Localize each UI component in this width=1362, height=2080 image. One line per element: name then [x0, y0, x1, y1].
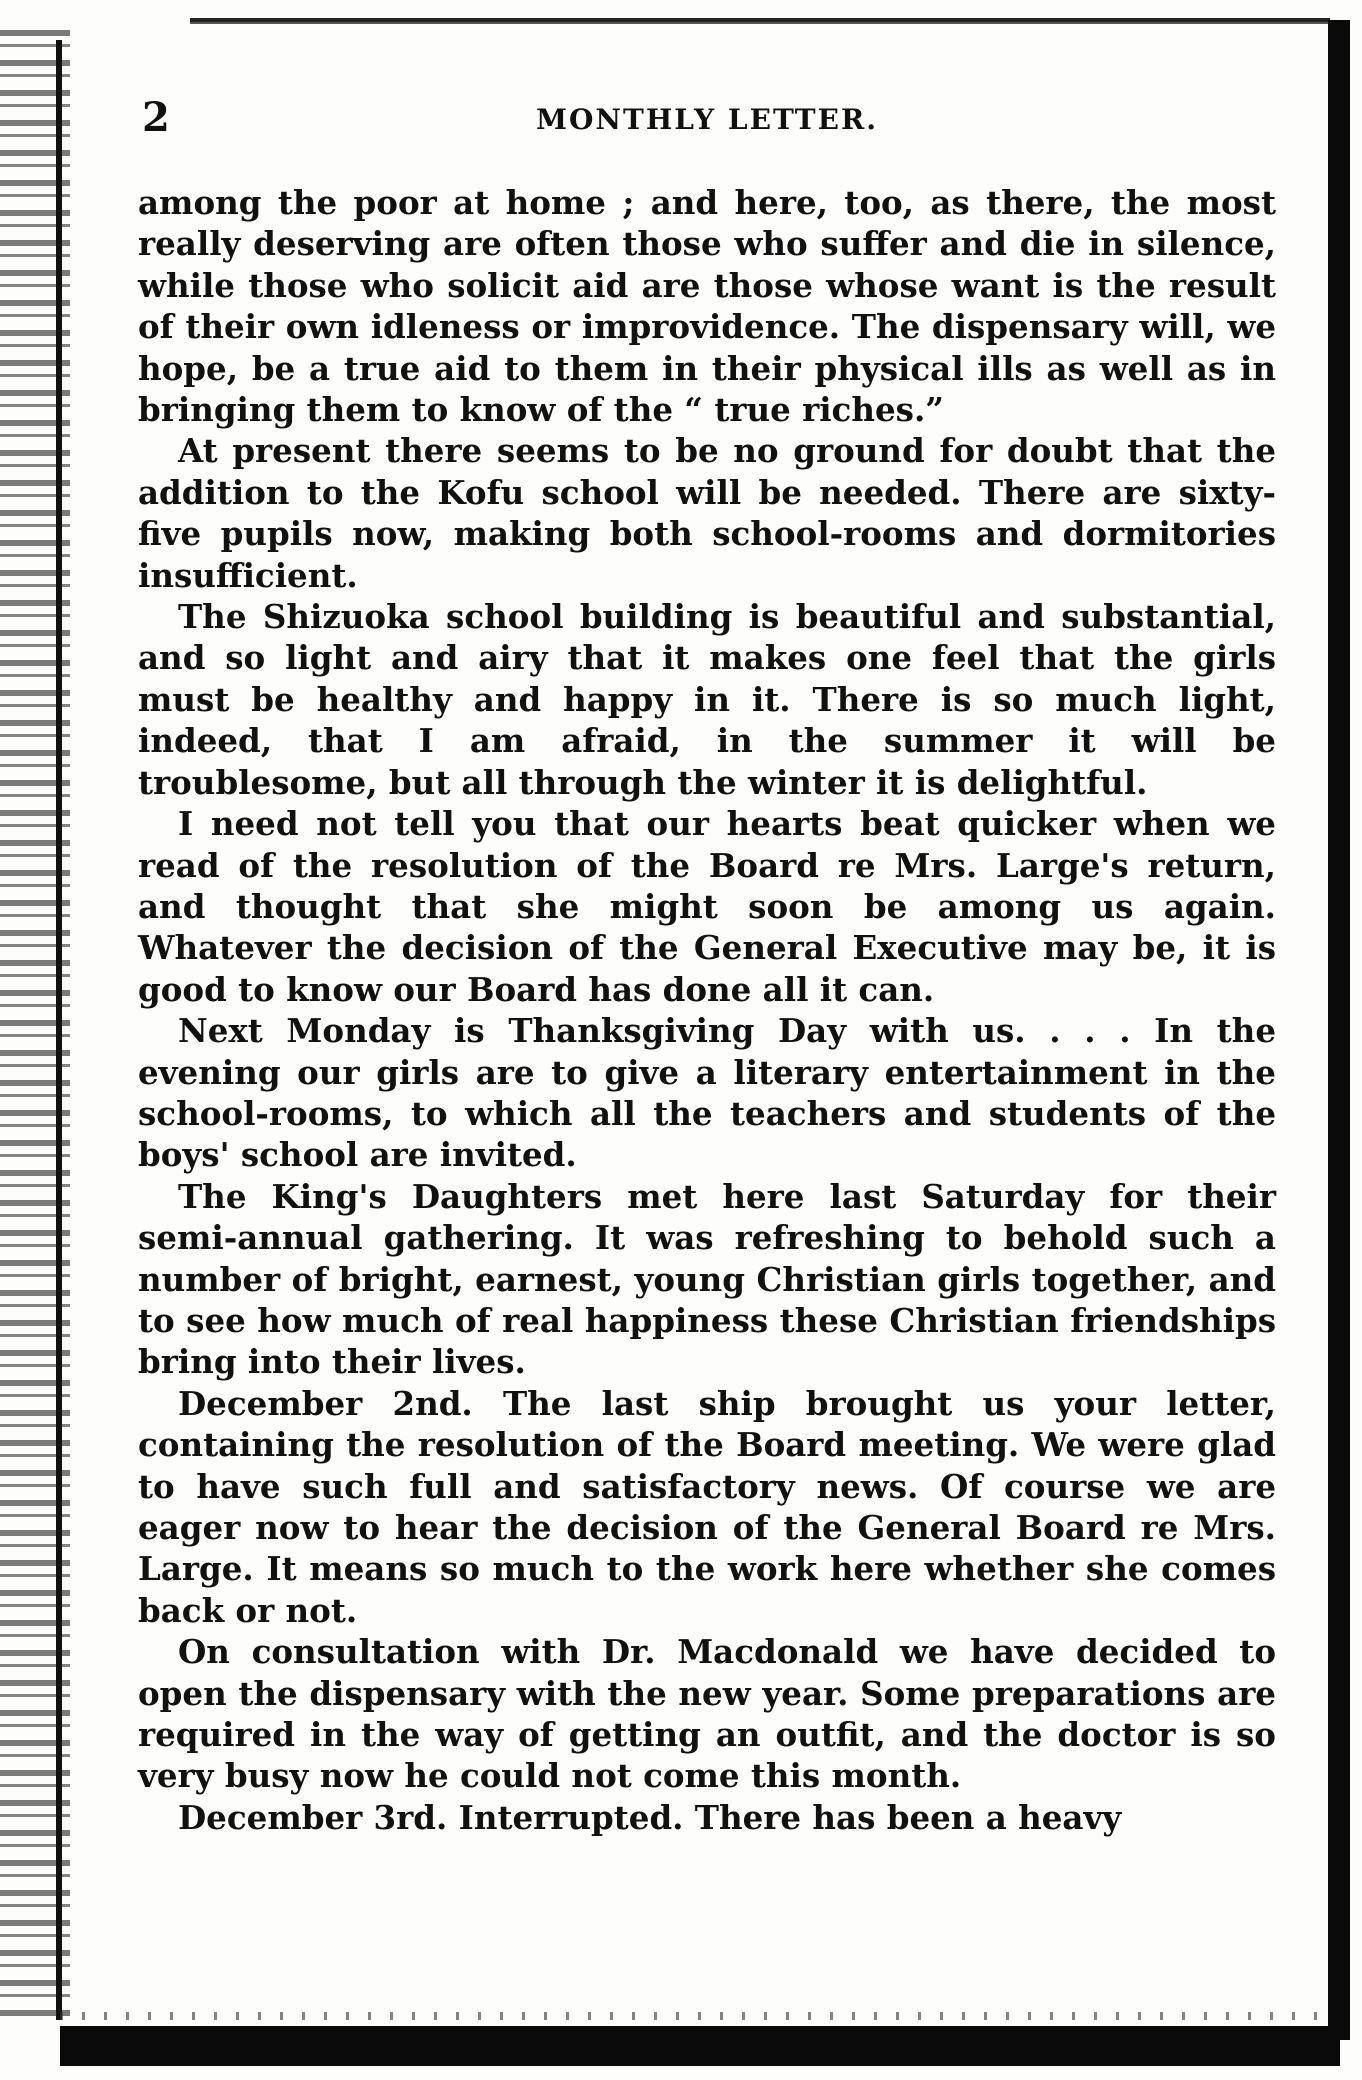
article-body: [138, 182, 1276, 1838]
scan-right-edge: [1328, 20, 1350, 2040]
page-number: 2: [142, 94, 170, 141]
scan-bottom-edge: [60, 2026, 1340, 2066]
paragraph: I need not tell you that our hearts beat quicker when we read of the resolution of the Board re Mrs. Large's return, and thought that she might soon be among us again. Whatever the decision of the General Executive may be, it is good to know our Board has done all it can.: [138, 804, 1276, 1009]
paragraph: The King's Daughters met here last Saturday for their semi-annual gathering. It was refreshing to behold such a number of bright, earnest, young Christian girls together, and to see how much of real happiness these Christian friendships bring into their lives.: [138, 1176, 1276, 1382]
scan-top-rule: [190, 18, 1330, 32]
paragraph: among the poor at home ; and here, too, as there, the most really deserving are often those who suffer and die in silence, while those who solicit aid are those whose want is the result of their own idleness or improvidence. The dispensary will, we hope, be a true aid to them in their physical ills as well as in bringing them to know of the “ true riches.”: [138, 183, 1276, 430]
paragraph: December 3rd. Interrupted. There has been a heavy: [178, 1797, 1122, 1837]
scan-left-rule: [56, 40, 62, 2020]
page-header: [142, 96, 1272, 140]
paragraph: December 2nd. The last ship brought us your letter, containing the resolution of the Board meeting. We were glad to have such full and satisfactory news. Of course we are eager now to hear the decision of the General Board re Mrs. Large. It means so much to the work here whether she comes back or not.: [138, 1383, 1276, 1630]
running-title: MONTHLY LETTER.: [536, 103, 878, 136]
scan-bottom-dots: [60, 2012, 1330, 2020]
paragraph: On consultation with Dr. Macdonald we have decided to open the dispensary with the new year. Some preparations are required in the way of getting an outfit, and the doctor is so very busy now he could not come this month.: [138, 1632, 1276, 1796]
paragraph: The Shizuoka school building is beautiful and substantial, and so light and airy that it makes one feel that the girls must be healthy and happy in it. There is so much light, indeed, that I am afraid, in the summer it will be troublesome, but all through the winter it is delightful.: [138, 597, 1276, 802]
paragraph: Next Monday is Thanksgiving Day with us. . . . In the evening our girls are to give a literary entertainment in the school-rooms, to which all the teachers and students of the boys' school are invited.: [138, 1011, 1276, 1175]
paragraph: At present there seems to be no ground for doubt that the addition to the Kofu school will be needed. There are sixty-five pupils now, making both school-rooms and dormitories insufficient.: [138, 431, 1276, 595]
